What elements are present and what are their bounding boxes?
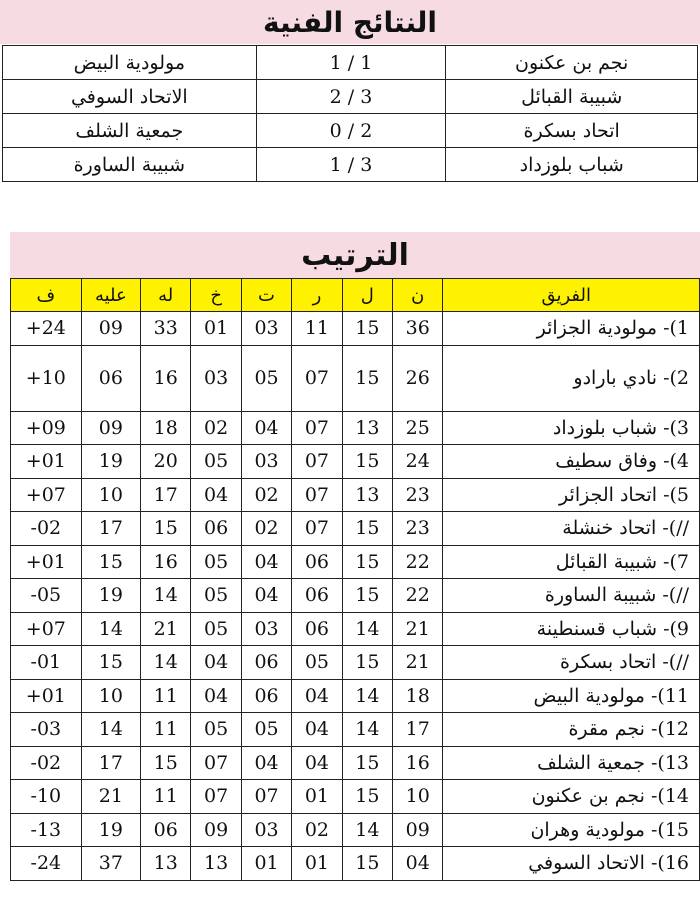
table-row	[11, 545, 700, 579]
won: 07	[292, 512, 342, 546]
lost: 05	[191, 579, 241, 613]
points: 18	[393, 679, 443, 713]
drawn: 01	[241, 847, 291, 881]
table-row	[11, 445, 700, 479]
team-name: 16)- الاتحاد السوفي	[443, 847, 700, 881]
lost: 04	[191, 679, 241, 713]
goal-diff: 24+	[11, 312, 82, 346]
header-won: ر	[292, 279, 342, 312]
goal-diff: 07+	[11, 478, 82, 512]
result-score: 1 / 1	[256, 46, 446, 80]
goal-diff: 09+	[11, 411, 82, 445]
header-drawn: ت	[241, 279, 291, 312]
result-home-team: شبيبة القبائل	[446, 80, 698, 114]
header-goals-against: عليه	[81, 279, 140, 312]
goals-against: 14	[81, 612, 140, 646]
drawn: 03	[241, 813, 291, 847]
won: 06	[292, 545, 342, 579]
played: 15	[342, 646, 392, 680]
won: 04	[292, 746, 342, 780]
played: 14	[342, 612, 392, 646]
goals-for: 14	[141, 579, 191, 613]
goals-against: 09	[81, 312, 140, 346]
team-name: 11)- مولودية البيض	[443, 679, 700, 713]
lost: 01	[191, 312, 241, 346]
won: 07	[292, 478, 342, 512]
standings-section	[10, 232, 700, 881]
goals-against: 17	[81, 512, 140, 546]
table-row	[11, 345, 700, 411]
goal-diff: 10-	[11, 780, 82, 814]
goal-diff: 02-	[11, 512, 82, 546]
result-home-team: نجم بن عكنون	[446, 46, 698, 80]
table-row	[11, 646, 700, 680]
header-goals-for: له	[141, 279, 191, 312]
result-row	[3, 114, 698, 148]
points: 26	[393, 345, 443, 411]
played: 15	[342, 512, 392, 546]
won: 01	[292, 780, 342, 814]
drawn: 06	[241, 679, 291, 713]
points: 21	[393, 646, 443, 680]
goals-against: 19	[81, 813, 140, 847]
goals-against: 14	[81, 713, 140, 747]
won: 05	[292, 646, 342, 680]
drawn: 05	[241, 713, 291, 747]
goals-for: 16	[141, 545, 191, 579]
won: 07	[292, 345, 342, 411]
goals-against: 37	[81, 847, 140, 881]
drawn: 03	[241, 612, 291, 646]
goals-for: 11	[141, 780, 191, 814]
goal-diff: 01+	[11, 545, 82, 579]
standings-table	[10, 278, 700, 881]
goals-for: 16	[141, 345, 191, 411]
won: 04	[292, 713, 342, 747]
played: 15	[342, 847, 392, 881]
points: 24	[393, 445, 443, 479]
table-row	[11, 411, 700, 445]
drawn: 05	[241, 345, 291, 411]
played: 13	[342, 478, 392, 512]
won: 04	[292, 679, 342, 713]
won: 02	[292, 813, 342, 847]
goals-for: 13	[141, 847, 191, 881]
result-score: 1 / 3	[256, 148, 446, 182]
goals-against: 21	[81, 780, 140, 814]
table-row	[11, 713, 700, 747]
won: 06	[292, 579, 342, 613]
team-name: 15)- مولودية وهران	[443, 813, 700, 847]
played: 13	[342, 411, 392, 445]
lost: 06	[191, 512, 241, 546]
result-row	[3, 80, 698, 114]
lost: 09	[191, 813, 241, 847]
team-name: 14)- نجم بن عكنون	[443, 780, 700, 814]
played: 15	[342, 312, 392, 346]
points: 23	[393, 512, 443, 546]
goals-for: 11	[141, 679, 191, 713]
goal-diff: 03-	[11, 713, 82, 747]
played: 14	[342, 679, 392, 713]
lost: 03	[191, 345, 241, 411]
goal-diff: 01+	[11, 679, 82, 713]
lost: 02	[191, 411, 241, 445]
played: 15	[342, 445, 392, 479]
points: 21	[393, 612, 443, 646]
points: 22	[393, 579, 443, 613]
goal-diff: 05-	[11, 579, 82, 613]
points: 17	[393, 713, 443, 747]
team-name: 3)- شباب بلوزداد	[443, 411, 700, 445]
result-score: 0 / 2	[256, 114, 446, 148]
points: 23	[393, 478, 443, 512]
table-row	[11, 746, 700, 780]
drawn: 04	[241, 545, 291, 579]
goal-diff: 24-	[11, 847, 82, 881]
won: 01	[292, 847, 342, 881]
drawn: 03	[241, 312, 291, 346]
goals-for: 17	[141, 478, 191, 512]
points: 09	[393, 813, 443, 847]
goals-against: 17	[81, 746, 140, 780]
goal-diff: 13-	[11, 813, 82, 847]
drawn: 06	[241, 646, 291, 680]
goals-for: 15	[141, 512, 191, 546]
lost: 07	[191, 746, 241, 780]
team-name: 2)- نادي بارادو	[443, 345, 700, 411]
points: 25	[393, 411, 443, 445]
goals-against: 15	[81, 646, 140, 680]
table-row	[11, 478, 700, 512]
header-team: الفريق	[443, 279, 700, 312]
result-away-team: شبيبة الساورة	[3, 148, 257, 182]
goal-diff: 01+	[11, 445, 82, 479]
result-row	[3, 148, 698, 182]
points: 22	[393, 545, 443, 579]
drawn: 02	[241, 512, 291, 546]
goal-diff: 01-	[11, 646, 82, 680]
team-name: 12)- نجم مقرة	[443, 713, 700, 747]
goals-for: 06	[141, 813, 191, 847]
goals-for: 20	[141, 445, 191, 479]
team-name: 5)- اتحاد الجزائر	[443, 478, 700, 512]
goal-diff: 10+	[11, 345, 82, 411]
result-score: 2 / 3	[256, 80, 446, 114]
lost: 13	[191, 847, 241, 881]
points: 36	[393, 312, 443, 346]
played: 15	[342, 780, 392, 814]
standings-title: الترتيب	[301, 237, 409, 273]
table-row	[11, 579, 700, 613]
lost: 05	[191, 445, 241, 479]
lost: 04	[191, 646, 241, 680]
drawn: 07	[241, 780, 291, 814]
standings-header-row	[11, 279, 700, 312]
goals-against: 09	[81, 411, 140, 445]
result-home-team: اتحاد بسكرة	[446, 114, 698, 148]
played: 14	[342, 713, 392, 747]
played: 15	[342, 746, 392, 780]
result-home-team: شباب بلوزداد	[446, 148, 698, 182]
goals-against: 15	[81, 545, 140, 579]
table-row	[11, 312, 700, 346]
goals-for: 18	[141, 411, 191, 445]
drawn: 04	[241, 411, 291, 445]
drawn: 02	[241, 478, 291, 512]
goals-for: 33	[141, 312, 191, 346]
goals-against: 19	[81, 445, 140, 479]
team-name: 7)- شبيبة القبائل	[443, 545, 700, 579]
won: 07	[292, 445, 342, 479]
won: 06	[292, 612, 342, 646]
goals-for: 15	[141, 746, 191, 780]
goals-for: 11	[141, 713, 191, 747]
goal-diff: 02-	[11, 746, 82, 780]
team-name: 4)- وفاق سطيف	[443, 445, 700, 479]
won: 11	[292, 312, 342, 346]
lost: 05	[191, 713, 241, 747]
table-row	[11, 512, 700, 546]
goals-against: 10	[81, 679, 140, 713]
header-goal-diff: ف	[11, 279, 82, 312]
drawn: 04	[241, 579, 291, 613]
table-row	[11, 847, 700, 881]
lost: 07	[191, 780, 241, 814]
won: 07	[292, 411, 342, 445]
table-row	[11, 612, 700, 646]
results-table	[2, 45, 698, 182]
table-row	[11, 679, 700, 713]
table-row	[11, 780, 700, 814]
header-points: ن	[393, 279, 443, 312]
points: 16	[393, 746, 443, 780]
header-lost: خ	[191, 279, 241, 312]
played: 15	[342, 545, 392, 579]
result-away-team: الاتحاد السوفي	[3, 80, 257, 114]
played: 14	[342, 813, 392, 847]
played: 15	[342, 579, 392, 613]
team-name: //)- اتحاد بسكرة	[443, 646, 700, 680]
team-name: //)- شبيبة الساورة	[443, 579, 700, 613]
played: 15	[342, 345, 392, 411]
header-played: ل	[342, 279, 392, 312]
team-name: 13)- جمعية الشلف	[443, 746, 700, 780]
goals-against: 10	[81, 478, 140, 512]
lost: 05	[191, 612, 241, 646]
team-name: 1)- مولودية الجزائر	[443, 312, 700, 346]
table-row	[11, 813, 700, 847]
team-name: //)- اتحاد خنشلة	[443, 512, 700, 546]
points: 04	[393, 847, 443, 881]
team-name: 9)- شباب قسنطينة	[443, 612, 700, 646]
drawn: 03	[241, 445, 291, 479]
result-away-team: مولودية البيض	[3, 46, 257, 80]
goal-diff: 07+	[11, 612, 82, 646]
lost: 05	[191, 545, 241, 579]
lost: 04	[191, 478, 241, 512]
goals-against: 19	[81, 579, 140, 613]
goals-for: 21	[141, 612, 191, 646]
points: 10	[393, 780, 443, 814]
results-title: النتائج الفنية	[0, 0, 700, 44]
drawn: 04	[241, 746, 291, 780]
goals-for: 14	[141, 646, 191, 680]
result-away-team: جمعية الشلف	[3, 114, 257, 148]
goals-against: 06	[81, 345, 140, 411]
result-row	[3, 46, 698, 80]
